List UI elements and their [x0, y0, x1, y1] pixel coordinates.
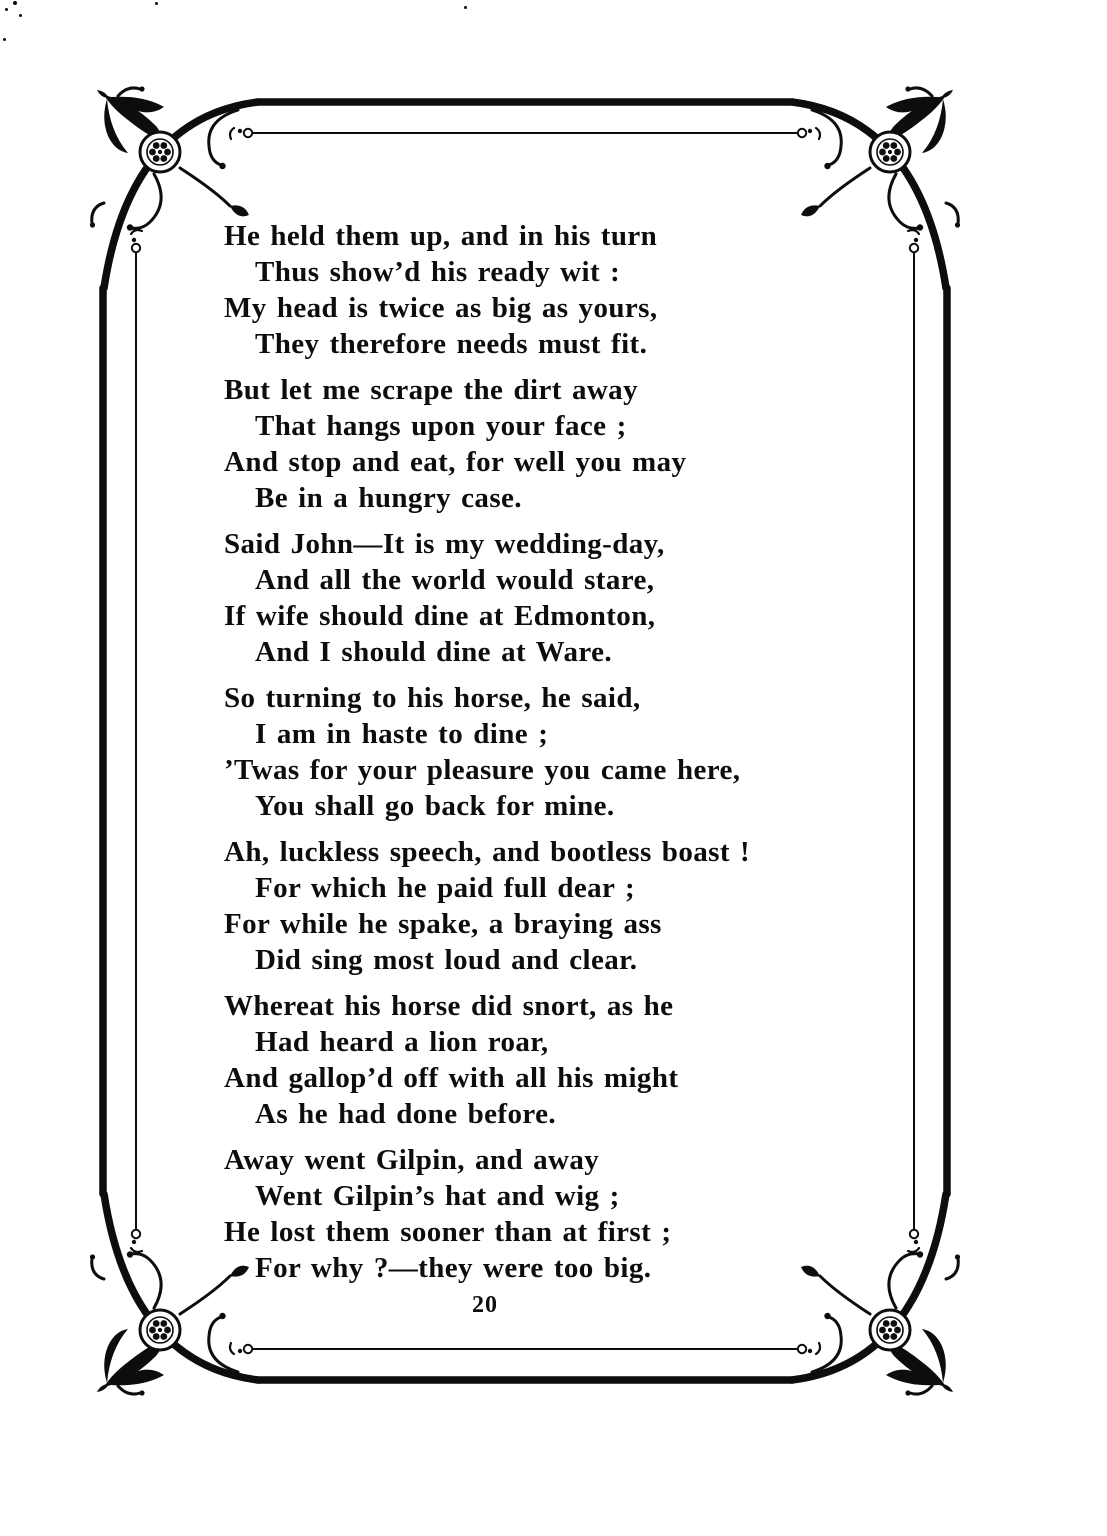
poem-line: My head is twice as big as yours, [224, 292, 658, 324]
poem-line: For while he spake, a braying ass [224, 908, 662, 940]
poem-line: He held them up, and in his turn [224, 220, 658, 252]
poem-line: As he had done before. [255, 1098, 557, 1130]
poem-line: You shall go back for mine. [255, 790, 615, 822]
poem-line: If wife should dine at Edmonton, [224, 600, 656, 632]
poem-line: That hangs upon your face ; [255, 410, 627, 442]
stanza [224, 372, 750, 516]
poem-line: And stop and eat, for well you may [224, 446, 687, 478]
corner-flourish-top-right [792, 86, 960, 288]
poem-line: For which he paid full dear ; [255, 872, 636, 904]
page-number: 20 [472, 1292, 498, 1318]
stanza [224, 526, 750, 670]
poem-line: Did sing most loud and clear. [255, 944, 638, 976]
stanza [224, 988, 750, 1132]
poem-line: Said John—It is my wedding-day, [224, 528, 665, 560]
stanza [224, 680, 750, 824]
scan-speck [13, 1, 17, 5]
scan-speck [464, 6, 467, 9]
poem-line: And I should dine at Ware. [255, 636, 613, 668]
poem-line: So turning to his horse, he said, [224, 682, 641, 714]
corner-flourish-bottom-right [792, 1194, 960, 1396]
poem-line: But let me scrape the dirt away [224, 374, 638, 406]
poem-line: Thus show’d his ready wit : [255, 256, 621, 288]
scan-speck [155, 2, 158, 5]
poem-line: Away went Gilpin, and away [224, 1144, 600, 1176]
poem-line: ’Twas for your pleasure you came here, [224, 754, 741, 786]
poem-line: Had heard a lion roar, [255, 1026, 549, 1058]
poem-line: They therefore needs must fit. [255, 328, 648, 360]
poem-line: Went Gilpin’s hat and wig ; [255, 1180, 620, 1212]
poem-line: Whereat his horse did snort, as he [224, 990, 674, 1022]
poem-line: For why ?—they were too big. [255, 1252, 652, 1284]
scan-speck [19, 14, 22, 17]
poem-line: And all the world would stare, [255, 564, 655, 596]
poem-line: He lost them sooner than at first ; [224, 1216, 672, 1248]
stanza [224, 1142, 750, 1286]
poem-line: Be in a hungry case. [255, 482, 522, 514]
poem-line: Ah, luckless speech, and bootless boast ! [224, 836, 751, 868]
poem-line: And gallop’d off with all his might [224, 1062, 679, 1094]
stanza [224, 834, 750, 978]
stanza [224, 218, 750, 362]
scan-speck [5, 8, 8, 11]
poem-line: I am in haste to dine ; [255, 718, 549, 750]
scan-speck [3, 38, 6, 41]
poem-text [224, 218, 750, 1286]
